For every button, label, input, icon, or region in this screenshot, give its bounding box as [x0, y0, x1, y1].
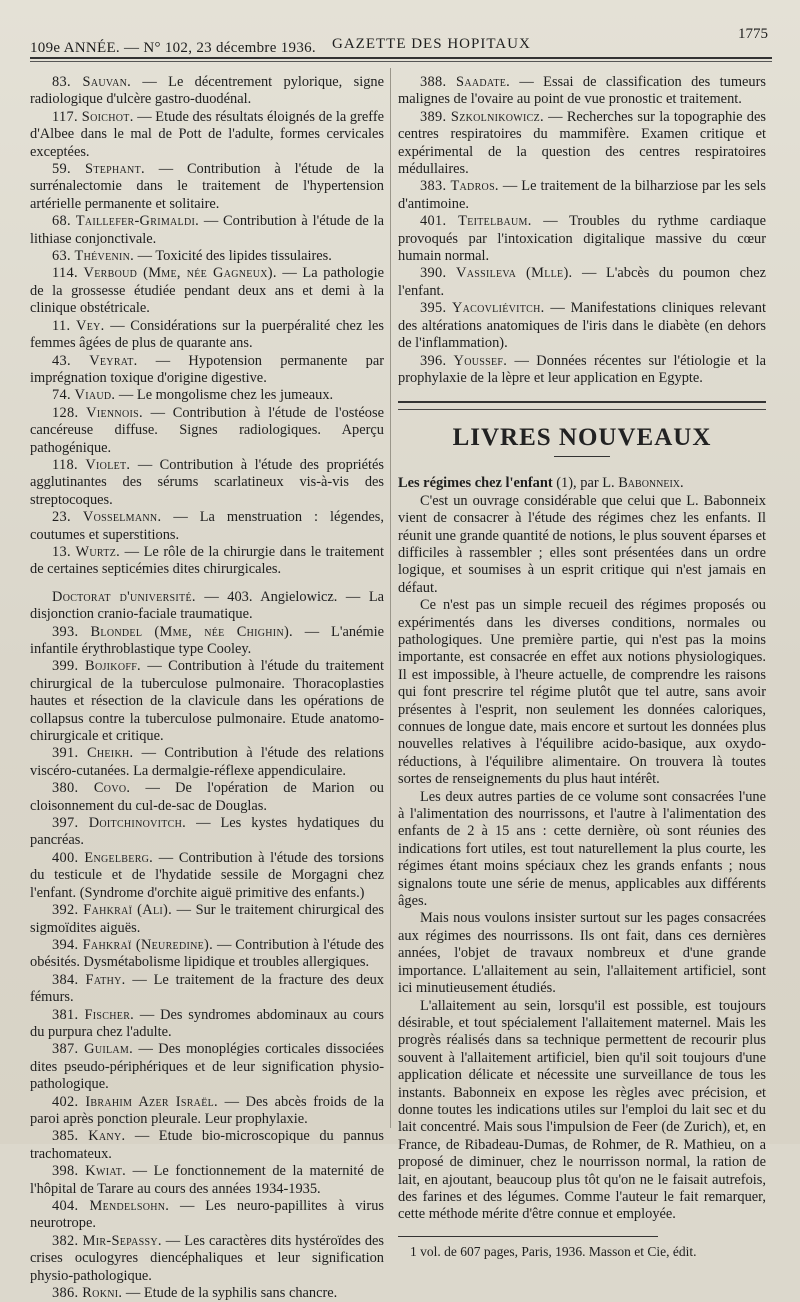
footnote: 1 vol. de 607 pages, Paris, 1936. Masson et Cie, édit.	[410, 1243, 697, 1259]
entry-author: 23. Vosselmann.	[52, 509, 162, 526]
entry-title: — La menstruation : légendes, coutumes et superstitions.	[30, 509, 384, 543]
entry-author: 404. Mendelsohn.	[52, 1198, 170, 1214]
entry-author: 118. Violet.	[52, 456, 131, 473]
thesis-entry	[30, 265, 384, 317]
entry-gap	[30, 579, 384, 589]
entry-title: — Des monoplégies corticales dissociées dites pseudo-périphériques et de leur signification physio-pathologique.	[30, 1041, 384, 1093]
entry-author: 380. Covo.	[52, 780, 131, 797]
entry-title: — Contribution à l'étude des torsions du testicule et de l'hydatide sessile de Morgagni chez l'enfant. (Syndrome d'orchite aiguë primitive des enfants.)	[30, 849, 385, 901]
entry-title: — Des abcès froids de la paroi après ponction pleurale. Leur prophylaxie.	[30, 1093, 385, 1127]
entry-title: — Essai de classification des tumeurs malignes de l'ovaire au point de vue pronostic et traitement.	[398, 74, 767, 108]
entry-author: 11. Vey.	[52, 317, 105, 334]
thesis-entry	[30, 658, 384, 745]
entry-author: 383. Tadros.	[420, 178, 499, 195]
entry-author: 393. Blondel (Mme, née Chighin).	[52, 623, 293, 640]
entry-title: — Le rôle de la chirurgie dans le traitement de certaines septicémies dites chirurgicales.	[30, 543, 384, 578]
entry-title: — Contribution à l'étude du traitement chirurgical de la tuberculose pulmonaire. Thoracoplasties hautes et résection de la clavicule dans les opérations de collapsus contre la tuberculose pulmonaire. Etude anatomo-chirurgicale et critique.	[30, 658, 385, 745]
thesis-entry	[30, 544, 384, 579]
thesis-entry	[398, 109, 766, 179]
entry-author: 114. Verboud (Mme, née Gagneux).	[52, 265, 277, 282]
entry-title: — Contribution à l'étude de la surrénalectomie dans le traitement de l'hypertension artérielle permanente et solitaire.	[30, 161, 384, 212]
book-author-end: .	[680, 475, 684, 492]
entry-author: 83. Sauvan.	[52, 74, 132, 90]
left-column	[30, 74, 384, 1302]
thesis-entry	[30, 74, 384, 109]
entry-author: 391. Cheikh.	[52, 745, 134, 762]
entry-author: 385. Kany.	[52, 1128, 126, 1145]
thesis-entry	[30, 353, 384, 388]
entry-title: — Etude bio-microscopique du pannus trachomateux.	[30, 1128, 385, 1162]
entry-title: — Recherches sur la topographie des centres respiratoires du mammifère. Examen critique et expérimental de la question des centres respiratoires médullaires.	[398, 108, 766, 178]
entry-title: — Considérations sur la puerpéralité chez les femmes âgées de plus de quarante ans.	[30, 317, 384, 352]
thesis-entry	[30, 387, 384, 404]
entry-author: 394. Fahkraï (Neuredine).	[52, 936, 214, 953]
entry-author: 128. Viennois.	[52, 404, 143, 421]
entry-title: — Contribution à l'étude des propriétés agglutinantes des sérums scarlatineux vis-à-vis des streptocoques.	[30, 456, 384, 508]
entry-title: — Le traitement de la bilharziose par les sels d'antimoine.	[398, 178, 767, 212]
entry-author: 390. Vassileva (Mlle).	[420, 265, 573, 282]
entry-author: 68. Taillefer-Grimaldi.	[52, 213, 200, 230]
review-paragraph: C'est un ouvrage considérable que celui que L. Babonneix vient de consacrer à l'étude des régimes chez les enfants. Il réunit une grande quantité de notions, le plus souvent éparses et difficiles à rassembler ; elles sont présentées dans un ordre logique, et soumises à un esprit critique qui n'est jamais en défaut.	[398, 492, 766, 596]
entry-author: 381. Fischer.	[52, 1006, 135, 1023]
thesis-list-continued	[398, 74, 766, 387]
thesis-entry	[30, 1094, 384, 1129]
entry-author: 387. Guilam.	[52, 1041, 133, 1058]
thesis-entry	[30, 213, 384, 248]
entry-title: — Le mongolisme chez les jumeaux.	[115, 387, 334, 404]
thesis-entry	[30, 161, 384, 213]
entry-title: — Le traitement de la fracture des deux fémurs.	[30, 971, 384, 1006]
thesis-entry	[30, 109, 384, 161]
thesis-entry	[398, 353, 766, 388]
entry-author: 399. Bojikoff.	[52, 658, 141, 675]
thesis-entry	[398, 178, 766, 213]
issue-line: 109e ANNÉE. — N° 102, 23 décembre 1936.	[30, 40, 316, 56]
book-title: Les régimes chez l'enfant	[398, 475, 553, 492]
thesis-entry	[30, 1198, 384, 1233]
entry-author: 396. Youssef.	[420, 352, 508, 369]
thesis-entry	[30, 589, 384, 624]
section-heading: LIVRES NOUVEAUX	[452, 424, 712, 452]
review-paragraph: L'allaitement au sein, lorsqu'il est possible, est toujours désirable, et tout spécialement l'allaitement maternel. Mais les progrès réalisés dans sa technique permettent de recourir plus souvent à l'allaitement artificiel, bien qu'il soit toujours d'une application délicate et nécessite une surveillance de tous les instants. Babonneix en expose les règles avec précision, et donne toutes les indications utiles sur l'emploi du lait sec et du lait concentré. Mais sous l'impulsion de Feer (de Zurich), et, en France, de Ribadeau-Dumas, de Rohmer, de R. Mathieu, on a proposé de diminuer, chez le nourrisson normal, la ration de lait, en ajoutant, beaucoup plus tôt qu'on ne le faisait autrefois, des farines et des légumes. Comme l'auteur le fait remarquer, cette méthode mérite d'être connue et employée.	[398, 997, 766, 1223]
book-author: Babonneix	[618, 475, 681, 492]
heading-underline	[554, 456, 610, 457]
entry-author: 74. Viaud.	[52, 387, 116, 404]
entry-author: 59. Stephant.	[52, 161, 145, 178]
entry-title: — Hypotension permanente par imprégnation toxique d'origine digestive.	[30, 352, 385, 386]
section-double-rule	[398, 401, 766, 410]
thesis-entry	[30, 1163, 384, 1198]
entry-author: 400. Engelberg.	[52, 849, 154, 866]
entry-title: — Contribution à l'étude de l'ostéose cancéreuse diffuse. Signes radiologiques. Aperçu pathogénique.	[30, 404, 384, 456]
entry-title: — Etude des résultats éloignés de la greffe d'Albee dans le mal de Pott de l'adulte, formes cervicales exceptées.	[30, 108, 384, 160]
entry-author: 398. Kwiat.	[52, 1163, 127, 1180]
entry-title: — Contribution à l'étude de la lithiase conjonctivale.	[30, 213, 384, 247]
thesis-entry	[30, 1285, 384, 1302]
thesis-entry	[30, 937, 384, 972]
review-paragraph: Ce n'est pas un simple recueil des régimes proposés ou expérimentés dans les diverses conditions, normales ou pathologiques. Une première partie, qui n'est pas la moins importante, est consacrée en effet aux notions physiologiques. Il est impossible, à l'heure actuelle, de comprendre les raisons qui font prescrire tel régime plutôt que tel autre, sans avoir présentes à l'esprit, non seulement les données caloriques, connues de longue date, mais encore et surtout les données plus nouvelles relatives à l'équilibre acido-basique, aux oxydo-réductions, à l'équilibre alimentaire. On trouvera là toutes sortes de renseignements du plus haut intérêt.	[398, 597, 766, 788]
entry-author: 117. Soichot.	[52, 108, 134, 125]
book-review-body	[398, 493, 766, 1224]
thesis-entry	[30, 624, 384, 659]
thesis-entry	[398, 213, 766, 265]
book-note: (1), par L.	[552, 475, 619, 492]
thesis-entry	[30, 1128, 384, 1163]
thesis-entry	[30, 815, 384, 850]
page-number: 1775	[738, 26, 768, 42]
entry-title: — Troubles du rythme cardiaque provoqués par l'intoxication digitalique massive du cœur humain normal.	[398, 213, 766, 265]
entry-author: 13. Wurtz.	[52, 543, 121, 560]
entry-author: 382. Mir-Sepassy.	[52, 1232, 162, 1249]
thesis-entry	[30, 1041, 384, 1093]
entry-author: Doctorat d'université.	[52, 588, 196, 605]
review-paragraph: Mais nous voulons insister surtout sur les pages consacrées aux régimes des nourrissons. Ils ont fait, dans ces dernières années, l'objet de travaux nombreux et d'une grande importance. L'allaitement au sein, l'allaitement artificiel, sont ici minutieusement étudiés.	[398, 910, 766, 997]
thesis-entry	[30, 1007, 384, 1042]
entry-title: — Contribution à l'étude des obésités. Dysmétabolisme lipidique et troubles allergiques.	[30, 936, 384, 971]
entry-title: — Données récentes sur l'étiologie et la prophylaxie de la lèpre et leur application en Egypte.	[398, 352, 766, 386]
entry-title: — L'anémie infantile érythroblastique type Cooley.	[30, 623, 384, 657]
entry-author: 392. Fahkraï (Ali).	[52, 902, 172, 919]
thesis-entry	[30, 318, 384, 353]
entry-author: 397. Doitchinovitch.	[52, 815, 187, 832]
entry-title: — Le fonctionnement de la maternité de l'hôpital de Tarare au cours des années 1934-1935.	[30, 1163, 384, 1197]
thesis-entry	[30, 972, 384, 1007]
thesis-entry	[30, 902, 384, 937]
right-column	[398, 74, 766, 1260]
entry-author: 43. Veyrat.	[52, 352, 138, 369]
entry-author: 389. Szkolnikowicz.	[420, 108, 544, 125]
entry-author: 384. Fathy.	[52, 971, 126, 988]
thesis-entry	[30, 850, 384, 902]
column-divider	[390, 68, 391, 1128]
thesis-entry	[30, 745, 384, 780]
review-paragraph: Les deux autres parties de ce volume sont consacrées l'une à l'alimentation des nourrissons, et l'autre à l'alimentation des enfants de 2 à 15 ans : cette dernière, où sont réunies des indications fort utiles, est tout naturellement la plus courte, les régimes étant moins spéciaux chez les grands enfants ; nous signalons toute une série de menus, applicables aux différents âges.	[398, 788, 766, 910]
entry-title: — 403. Angielowicz. — La disjonction cranio-faciale traumatique.	[30, 588, 384, 623]
entry-title: — L'abcès du poumon chez l'enfant.	[398, 265, 766, 299]
entry-author: 401. Teitelbaum.	[420, 213, 532, 230]
page-header	[30, 26, 770, 58]
entry-author: 395. Yacovliévitch.	[420, 300, 545, 317]
entry-title: — Toxicité des lipides tissulaires.	[134, 248, 332, 265]
entry-title: — Les neuro-papillites à virus neurotrope.	[30, 1198, 384, 1232]
entry-title: — Des syndromes abdominaux au cours du purpura chez l'adulte.	[30, 1006, 385, 1040]
entry-author: 388. Saadate.	[420, 74, 511, 90]
header-rule-thin	[30, 61, 772, 62]
thesis-entry	[30, 457, 384, 509]
thesis-entry	[398, 300, 766, 352]
entry-title: — De l'opération de Marion ou cloisonnement du cul-de-sac de Douglas.	[30, 780, 384, 814]
thesis-entry	[398, 265, 766, 300]
entry-author: 402. Ibrahim Azer Israël.	[52, 1093, 218, 1110]
thesis-entry	[30, 405, 384, 457]
thesis-entry	[30, 248, 384, 265]
thesis-entry	[30, 509, 384, 544]
entry-title: — Les caractères dits hystéroïdes des crises oculogyres diencéphaliques et leur signification physio-pathologique.	[30, 1232, 385, 1284]
header-rule	[30, 57, 772, 59]
entry-author: 386. Rokni.	[52, 1285, 123, 1302]
thesis-entry	[30, 1233, 384, 1285]
entry-title: — Etude de la syphilis sans chancre.	[122, 1285, 338, 1302]
entry-author: 63. Thévenin.	[52, 248, 135, 265]
entry-title: — La pathologie de la grossesse étudiée pendant deux ans et demi à la clinique obstétricale.	[30, 265, 385, 317]
entry-title: — Le décentrement pylorique, signe radiologique d'ulcère gastro-duodénal.	[30, 74, 384, 108]
thesis-entry	[30, 780, 384, 815]
entry-title: — Contribution à l'étude des relations viscéro-cutanées. La dermalgie-réflexe appendiculaire.	[30, 745, 384, 779]
entry-title: — Manifestations cliniques relevant des altérations anatomiques de l'iris dans le diabète (en dehors de l'inflammation).	[398, 300, 766, 352]
footnote-rule	[398, 1236, 658, 1237]
book-review-title	[398, 475, 766, 492]
entry-title: — Les kystes hydatiques du pancréas.	[30, 815, 384, 849]
journal-title: GAZETTE DES HOPITAUX	[332, 36, 531, 52]
thesis-entry	[398, 74, 766, 109]
entry-title: — Sur le traitement chirurgical des sigmoïdites aiguës.	[30, 902, 384, 936]
